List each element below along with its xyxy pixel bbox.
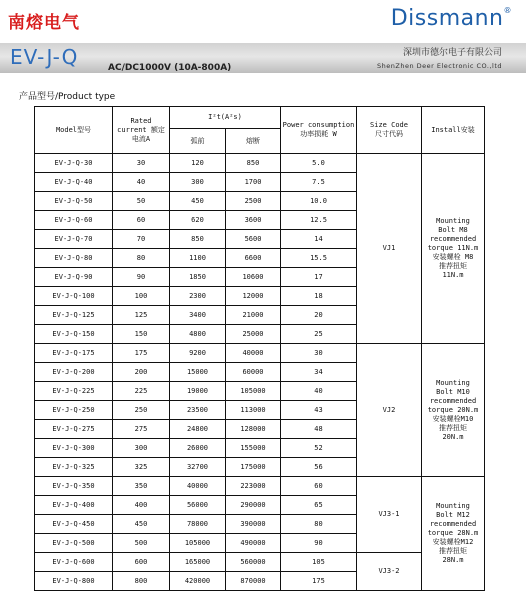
install-line: 安装螺栓M10: [432, 414, 474, 423]
cell-current: 450: [113, 515, 170, 534]
cell-model: EV-J-Q-800: [35, 572, 113, 591]
install-cell: [422, 477, 485, 591]
cell-prearc: 165000: [170, 553, 226, 572]
cell-prearc: 2300: [170, 287, 226, 306]
install-line: 推荐扭矩: [439, 423, 467, 432]
cell-prearc: 78000: [170, 515, 226, 534]
cell-prearc: 1850: [170, 268, 226, 287]
header-size-line1: Size Code: [370, 121, 408, 129]
cell-melt: 10600: [226, 268, 281, 287]
cell-melt: 2500: [226, 192, 281, 211]
cell-melt: 155000: [226, 439, 281, 458]
install-line: Bolt M12: [436, 511, 470, 519]
cell-prearc: 24800: [170, 420, 226, 439]
cell-current: 90: [113, 268, 170, 287]
brand-chinese-name: 南熔电气: [8, 13, 80, 33]
cell-melt: 6600: [226, 249, 281, 268]
cell-melt: 870000: [226, 572, 281, 591]
cell-power: 15.5: [281, 249, 357, 268]
table-row: [35, 344, 485, 363]
cell-model: EV-J-Q-250: [35, 401, 113, 420]
cell-model: EV-J-Q-500: [35, 534, 113, 553]
cell-power: 48: [281, 420, 357, 439]
cell-melt: 560000: [226, 553, 281, 572]
model-title: EV-J-Q: [10, 45, 79, 69]
cell-model: EV-J-Q-150: [35, 325, 113, 344]
cell-prearc: 105000: [170, 534, 226, 553]
cell-model: EV-J-Q-200: [35, 363, 113, 382]
cell-prearc: 26000: [170, 439, 226, 458]
cell-power: 175: [281, 572, 357, 591]
cell-melt: 390000: [226, 515, 281, 534]
section-title: 产品型号/Product type: [19, 92, 116, 102]
cell-current: 325: [113, 458, 170, 477]
cell-model: EV-J-Q-50: [35, 192, 113, 211]
header-rated-line1: Rated: [130, 116, 152, 125]
header-power-line1: Power consumption: [282, 121, 355, 129]
cell-model: EV-J-Q-70: [35, 230, 113, 249]
install-line: recommended: [429, 396, 477, 405]
cell-prearc: 3400: [170, 306, 226, 325]
cell-model: EV-J-Q-275: [35, 420, 113, 439]
cell-current: 300: [113, 439, 170, 458]
header-size-line2: 尺寸代码: [375, 130, 403, 138]
voltage-current-spec: AC/DC1000V (10A-800A): [108, 63, 232, 73]
size-code-cell: VJ3-1: [357, 477, 422, 553]
header-rated-line2: current 额定: [117, 125, 165, 134]
cell-power: 30: [281, 344, 357, 363]
cell-current: 350: [113, 477, 170, 496]
cell-melt: 290000: [226, 496, 281, 515]
cell-prearc: 32700: [170, 458, 226, 477]
cell-power: 65: [281, 496, 357, 515]
cell-current: 150: [113, 325, 170, 344]
cell-power: 25: [281, 325, 357, 344]
cell-model: EV-J-Q-450: [35, 515, 113, 534]
cell-power: 56: [281, 458, 357, 477]
cell-power: 40: [281, 382, 357, 401]
cell-prearc: 420000: [170, 572, 226, 591]
cell-melt: 1700: [226, 173, 281, 192]
size-code-cell: VJ2: [357, 344, 422, 477]
cell-power: 43: [281, 401, 357, 420]
cell-power: 20: [281, 306, 357, 325]
install-line: 11N.m: [442, 271, 464, 279]
cell-current: 250: [113, 401, 170, 420]
cell-current: 200: [113, 363, 170, 382]
cell-prearc: 450: [170, 192, 226, 211]
header-install: Install安装: [422, 107, 485, 154]
cell-model: EV-J-Q-175: [35, 344, 113, 363]
cell-current: 225: [113, 382, 170, 401]
cell-prearc: 56000: [170, 496, 226, 515]
cell-prearc: 620: [170, 211, 226, 230]
cell-prearc: 23500: [170, 401, 226, 420]
cell-current: 50: [113, 192, 170, 211]
cell-power: 34: [281, 363, 357, 382]
cell-current: 600: [113, 553, 170, 572]
header-prearc: 弧前: [170, 129, 226, 154]
cell-model: EV-J-Q-40: [35, 173, 113, 192]
cell-prearc: 300: [170, 173, 226, 192]
cell-power: 10.0: [281, 192, 357, 211]
cell-model: EV-J-Q-600: [35, 553, 113, 572]
cell-power: 105: [281, 553, 357, 572]
table-row: [35, 154, 485, 173]
header-melt: 熔断: [226, 129, 281, 154]
cell-melt: 25000: [226, 325, 281, 344]
size-code-cell: VJ1: [357, 154, 422, 344]
install-line: 28N.m: [442, 556, 464, 564]
brand-logo: [391, 6, 512, 31]
cell-current: 500: [113, 534, 170, 553]
cell-melt: 850: [226, 154, 281, 173]
cell-melt: 3600: [226, 211, 281, 230]
cell-current: 70: [113, 230, 170, 249]
install-line: torque 28N.m: [427, 529, 479, 537]
install-line: 推荐扭矩: [439, 547, 467, 555]
cell-model: EV-J-Q-350: [35, 477, 113, 496]
cell-melt: 223000: [226, 477, 281, 496]
brand-logo-text: Dissmann: [390, 6, 504, 31]
cell-prearc: 40000: [170, 477, 226, 496]
cell-melt: 128000: [226, 420, 281, 439]
header-rated-line3: 电流A: [131, 134, 151, 143]
cell-melt: 40000: [226, 344, 281, 363]
cell-model: EV-J-Q-100: [35, 287, 113, 306]
cell-melt: 5600: [226, 230, 281, 249]
install-line: torque 20N.m: [427, 405, 479, 414]
install-cell: [422, 154, 485, 344]
cell-power: 7.5: [281, 173, 357, 192]
cell-power: 17: [281, 268, 357, 287]
cell-model: EV-J-Q-60: [35, 211, 113, 230]
install-line: recommended: [429, 520, 477, 528]
install-line: 20N.m: [442, 432, 464, 441]
install-line: 推荐扭矩: [439, 262, 467, 270]
cell-melt: 12000: [226, 287, 281, 306]
install-line: recommended: [429, 235, 477, 243]
cell-melt: 105000: [226, 382, 281, 401]
header-model: Model型号: [35, 107, 113, 154]
company-name-chinese: 深圳市德尔电子有限公司: [402, 48, 502, 58]
cell-current: 125: [113, 306, 170, 325]
table-body: [35, 154, 485, 591]
cell-current: 175: [113, 344, 170, 363]
header-size-code: [357, 107, 422, 154]
header-power: [281, 107, 357, 154]
cell-power: 60: [281, 477, 357, 496]
cell-model: EV-J-Q-90: [35, 268, 113, 287]
cell-model: EV-J-Q-30: [35, 154, 113, 173]
cell-power: 18: [281, 287, 357, 306]
install-line: torque 11N.m: [427, 244, 479, 252]
cell-power: 12.5: [281, 211, 357, 230]
cell-prearc: 4800: [170, 325, 226, 344]
cell-model: EV-J-Q-300: [35, 439, 113, 458]
install-line: Mounting: [436, 217, 470, 225]
cell-current: 800: [113, 572, 170, 591]
cell-prearc: 9200: [170, 344, 226, 363]
product-type-table: [34, 106, 485, 591]
cell-melt: 60000: [226, 363, 281, 382]
cell-prearc: 1100: [170, 249, 226, 268]
cell-melt: 175000: [226, 458, 281, 477]
cell-power: 80: [281, 515, 357, 534]
install-line: 安装螺栓 M8: [432, 253, 474, 261]
install-line: 安装螺栓M12: [432, 538, 474, 546]
cell-current: 80: [113, 249, 170, 268]
cell-current: 30: [113, 154, 170, 173]
cell-current: 275: [113, 420, 170, 439]
cell-prearc: 850: [170, 230, 226, 249]
table-row: [35, 553, 485, 572]
install-line: Mounting: [436, 378, 470, 387]
cell-power: 52: [281, 439, 357, 458]
cell-melt: 490000: [226, 534, 281, 553]
cell-current: 60: [113, 211, 170, 230]
install-line: Bolt M10: [436, 387, 470, 396]
install-line: Mounting: [436, 502, 470, 510]
cell-power: 90: [281, 534, 357, 553]
table-header-row: [35, 107, 485, 129]
cell-current: 100: [113, 287, 170, 306]
cell-prearc: 15000: [170, 363, 226, 382]
size-code-cell: VJ3-2: [357, 553, 422, 591]
install-line: Bolt M8: [438, 226, 468, 234]
cell-current: 40: [113, 173, 170, 192]
cell-prearc: 120: [170, 154, 226, 173]
cell-melt: 113000: [226, 401, 281, 420]
install-cell: [422, 344, 485, 477]
cell-melt: 21000: [226, 306, 281, 325]
cell-model: EV-J-Q-80: [35, 249, 113, 268]
cell-model: EV-J-Q-325: [35, 458, 113, 477]
header-i2t: I²t(A²s): [170, 107, 281, 129]
cell-power: 5.0: [281, 154, 357, 173]
trademark-symbol: ®: [503, 6, 512, 15]
header-rated-current: [113, 107, 170, 154]
company-name-english: ShenZhen Deer Electronic CO.,ltd: [377, 62, 502, 70]
cell-model: EV-J-Q-225: [35, 382, 113, 401]
header-power-line2: 功率损耗 W: [300, 130, 337, 138]
cell-current: 400: [113, 496, 170, 515]
cell-prearc: 19000: [170, 382, 226, 401]
table-row: [35, 477, 485, 496]
cell-model: EV-J-Q-125: [35, 306, 113, 325]
cell-model: EV-J-Q-400: [35, 496, 113, 515]
cell-power: 14: [281, 230, 357, 249]
